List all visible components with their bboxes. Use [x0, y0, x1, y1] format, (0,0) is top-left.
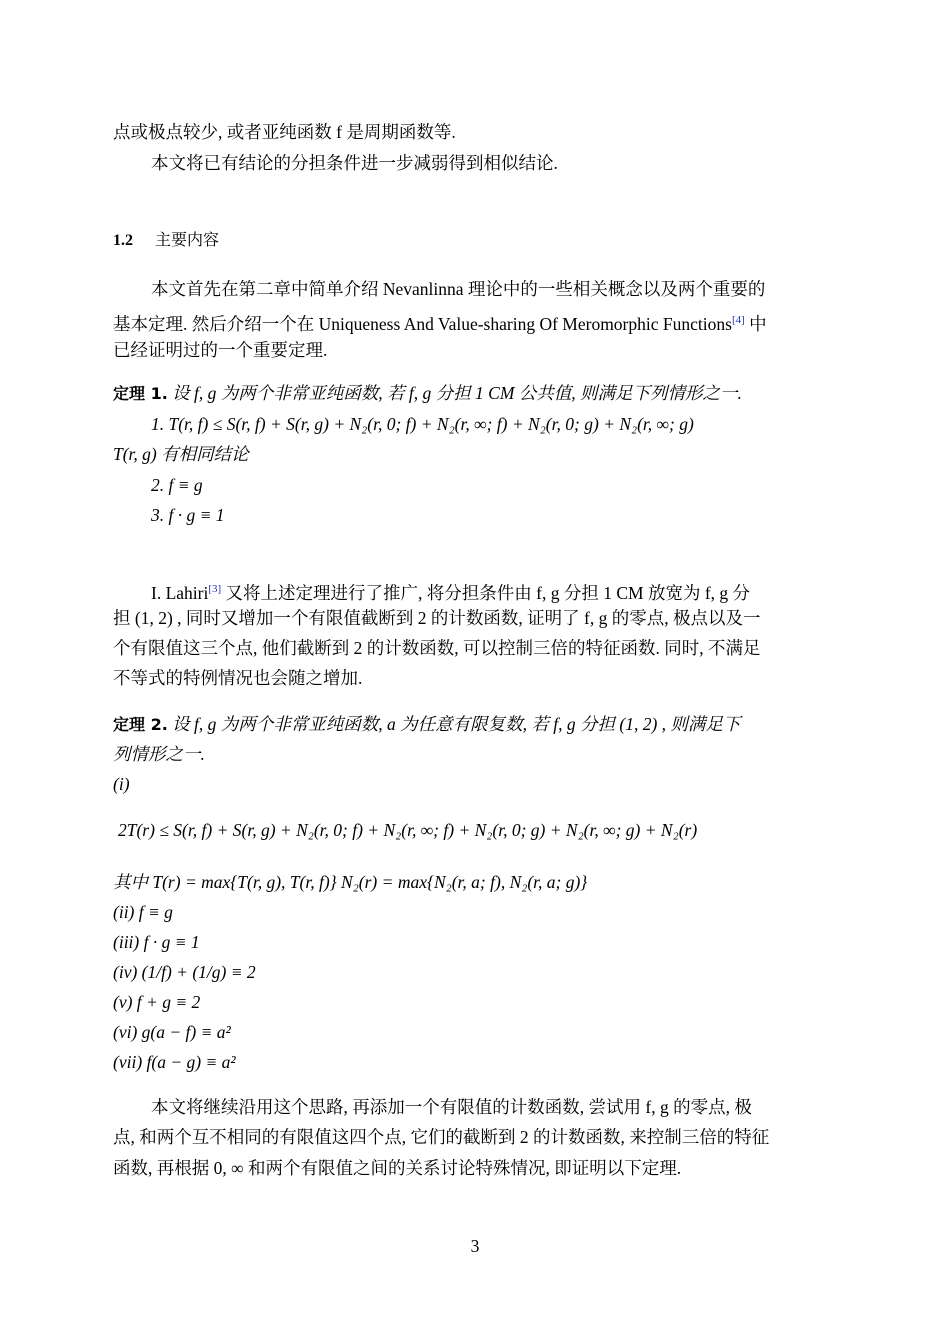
theorem2-item-v: (v) f + g ≡ 2	[113, 992, 201, 1012]
theorem2-line-2: 列情形之一.	[113, 744, 205, 764]
para2-line-3: 个有限值这三个点, 他们截断到 2 的计数函数, 可以控制三倍的特征函数. 同时, 不满足	[113, 638, 761, 658]
para2-line-4: 不等式的特例情况也会随之增加.	[113, 668, 363, 688]
para1-line-1: 本文首先在第二章中简单介绍 Nevanlinna 理论中的一些相关概念以及两个重要的	[151, 279, 766, 299]
theorem1-item-3: 3. f · g ≡ 1	[151, 505, 225, 525]
theorem2-item-vi: (vi) g(a − f) ≡ a²	[113, 1022, 231, 1042]
para3-line-3: 函数, 再根据 0, ∞ 和两个有限值之间的关系讨论特殊情况, 即证明以下定理.	[113, 1158, 682, 1178]
theorem1-item-1b: T(r, g) 有相同结论	[113, 444, 249, 464]
para2-line-1	[151, 577, 750, 605]
theorem2-label: 定理 2.	[113, 715, 168, 734]
intro-line-1: 点或极点较少, 或者亚纯函数 f 是周期函数等.	[113, 122, 456, 142]
theorem2-item-iv: (iv) (1/f) + (1/g) ≡ 2	[113, 962, 256, 982]
para2-line-1b: 又将上述定理进行了推广, 将分担条件由 f, g 分担 1 CM 放宽为 f, g 分	[221, 582, 751, 603]
para1-line-3: 已经证明过的一个重要定理.	[113, 340, 328, 360]
display-inequality: 2T(r) ≤ S(r, f) + S(r, g) + N₂(r, 0; f) + N₂(r, ∞; f) + N₂(r, 0; g) + N₂(r, ∞; g) + N₂(r)	[118, 820, 698, 840]
theorem2-statement	[113, 712, 740, 737]
para1-line-2a: 基本定理. 然后介绍一个在 Uniqueness And Value-sharing Of Meromorphic Functions	[113, 313, 732, 334]
citation-3[interactable]: [3]	[208, 583, 222, 595]
theorem2-item-ii: (ii) f ≡ g	[113, 902, 173, 922]
theorem2-item-iii: (iii) f · g ≡ 1	[113, 932, 200, 952]
para1-line-2	[113, 308, 767, 336]
theorem2-where: 其中 T(r) = max{T(r, g), T(r, f)} N₂(r) = max{N₂(r, a; f), N₂(r, a; g)}	[113, 872, 588, 892]
para2-line-1a: I. Lahiri	[151, 582, 209, 603]
theorem1-item-1: 1. T(r, f) ≤ S(r, f) + S(r, g) + N₂(r, 0; f) + N₂(r, ∞; f) + N₂(r, 0; g) + N₂(r, ∞; g)	[151, 414, 694, 434]
theorem2-item-i: (i)	[113, 774, 130, 794]
para1-line-2b: 中	[744, 313, 767, 334]
para3-line-2: 点, 和两个互不相同的有限值这四个点, 它们的截断到 2 的计数函数, 来控制三倍的特征	[113, 1127, 770, 1147]
theorem1-text: 设 f, g 为两个非常亚纯函数, 若 f, g 分担 1 CM 公共值, 则满足下列情形之一.	[167, 383, 742, 403]
section-number: 1.2	[113, 232, 133, 249]
theorem1-statement	[113, 381, 742, 406]
section-heading	[113, 228, 219, 253]
citation-4[interactable]: [4]	[731, 314, 745, 326]
page-number: 3	[470, 1236, 480, 1256]
theorem1-label: 定理 1.	[113, 384, 168, 403]
para3-line-1: 本文将继续沿用这个思路, 再添加一个有限值的计数函数, 尝试用 f, g 的零点, 极	[151, 1097, 752, 1117]
theorem1-item-2: 2. f ≡ g	[151, 475, 203, 495]
theorem2-item-vii: (vii) f(a − g) ≡ a²	[113, 1052, 236, 1072]
section-title: 主要内容	[155, 230, 220, 249]
para2-line-2: 担 (1, 2) , 同时又增加一个有限值截断到 2 的计数函数, 证明了 f, g 的零点, 极点以及一	[113, 608, 761, 628]
intro-line-2: 本文将已有结论的分担条件进一步减弱得到相似结论.	[151, 153, 558, 173]
theorem2-text: 设 f, g 为两个非常亚纯函数, a 为任意有限复数, 若 f, g 分担 (1, 2) , 则满足下	[167, 714, 741, 734]
